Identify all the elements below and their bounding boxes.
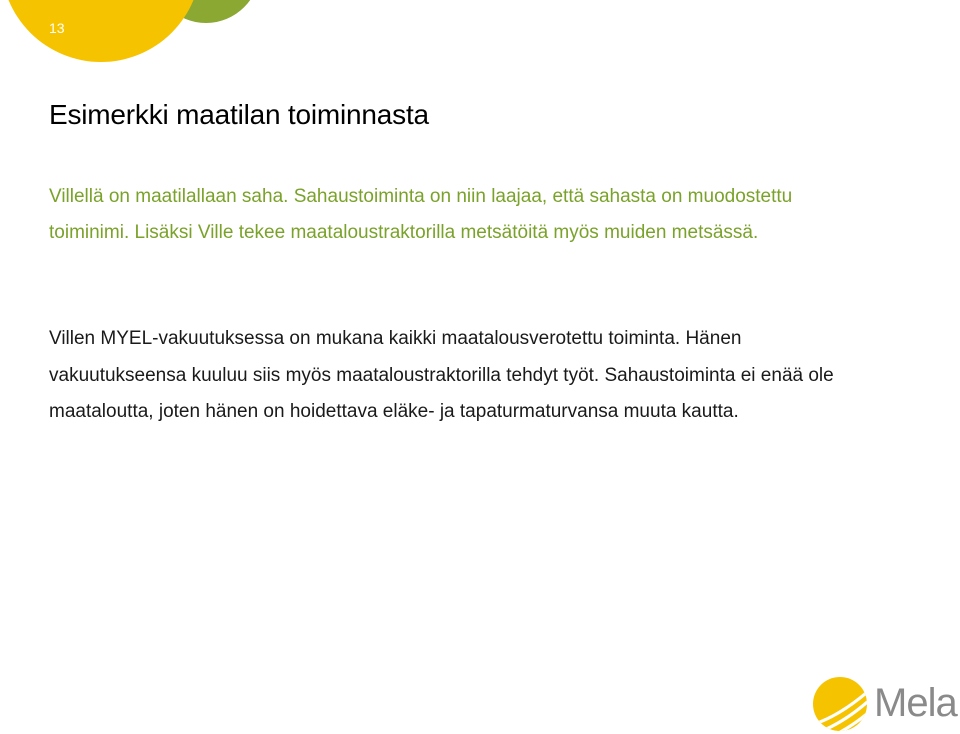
example-paragraph-green: Villellä on maatilallaan saha. Sahaustoiminta on niin laajaa, että sahasta on muodostettu toiminimi. Lisäksi Ville tekee maataloustraktorilla metsätöitä myös muiden metsässä. xyxy=(49,186,793,243)
page-number: 13 xyxy=(49,20,65,36)
sun-icon xyxy=(812,676,870,734)
corner-decoration xyxy=(0,0,300,70)
explanation-paragraph: Villen MYEL-vakuutuksessa on mukana kaikki maatalousverotettu toiminta. Hänen vakuutukseensa kuuluu siis myös maataloustraktorilla tehdyt työt. Sahaustoiminta ei enää ole maataloutta, joten hänen on hoidettava eläke- ja tapaturmaturvansa muuta kautta. xyxy=(49,328,834,422)
logo-text: Mela xyxy=(874,681,957,725)
decor-yellow-circle xyxy=(1,0,201,62)
mela-logo xyxy=(812,675,960,734)
page-title: Esimerkki maatilan toiminnasta xyxy=(49,99,429,130)
